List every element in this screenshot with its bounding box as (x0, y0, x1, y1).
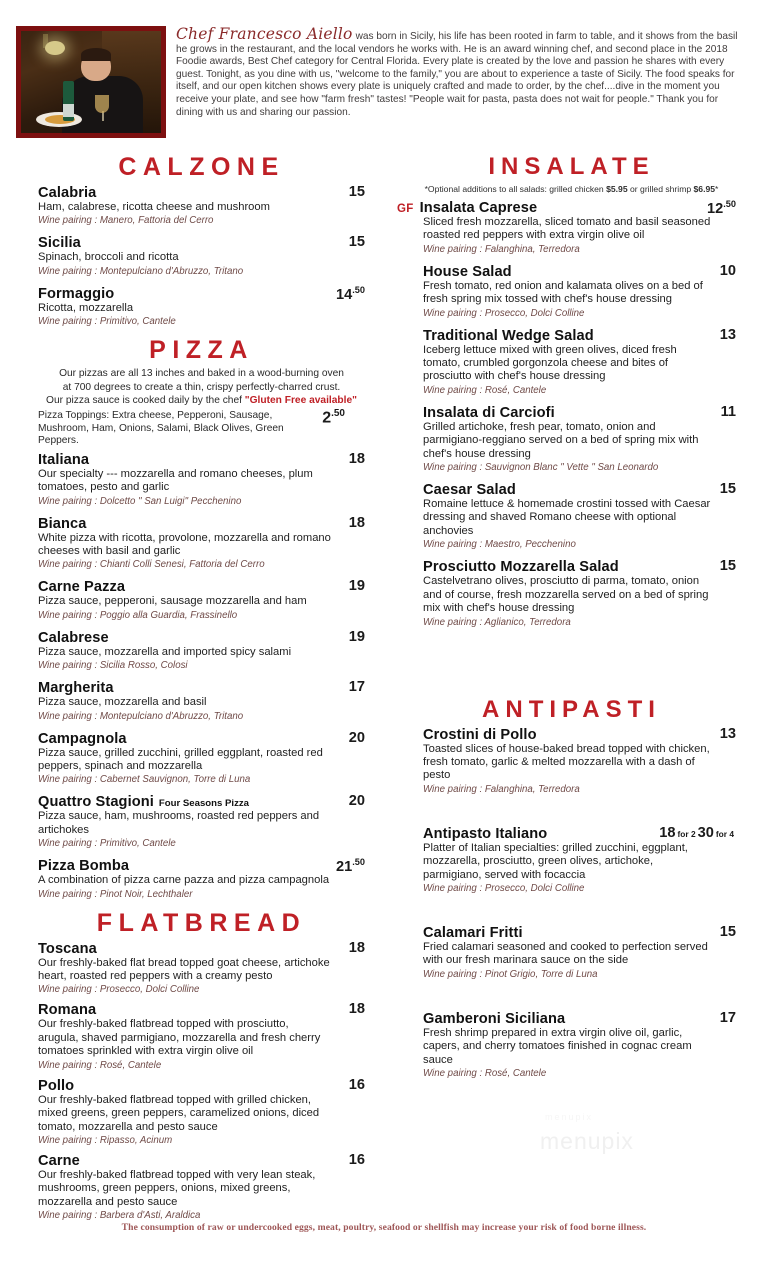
item-wine-pairing: Wine pairing : Chianti Colli Senesi, Fattoria del Cerro (38, 559, 265, 571)
menu-item-calabria (38, 185, 365, 226)
menu-item-traditional-wedge-salad (397, 328, 746, 396)
item-price: 17 (719, 1009, 736, 1026)
item-price: 10 (719, 262, 736, 279)
item-wine-pairing: Wine pairing : Montepulciano d'Abruzzo, Tritano (38, 710, 244, 722)
item-description: Romaine lettuce & homemade crostini tossed with Caesar dressing and shaved Romano cheese with optional anchovies (423, 498, 711, 537)
item-wine-pairing: Wine pairing : Primitivo, Cantele (38, 838, 176, 850)
item-name: Calabrese (38, 629, 109, 646)
item-description: Platter of Italian specialties: grilled zucchini, eggplant, mozzarella, prosciutto, green olives, artichoke, parmigiano, served with focaccia (423, 841, 688, 881)
section-title-insalate: INSALATE (488, 153, 655, 180)
item-description: Sliced fresh mozzarella, sliced tomato and basil seasoned roasted red peppers with extra virgin olive oil (423, 216, 711, 242)
price-qualifier-2: for 2 (677, 828, 696, 839)
menu-item-bianca (38, 516, 365, 571)
price-qualifier-4: for 4 (715, 828, 734, 839)
menu-columns (0, 138, 768, 1228)
item-wine-pairing: Wine pairing : Primitivo, Cantele (38, 316, 176, 328)
pizza-blurb-line3: Our pizza sauce is cooked daily by the chef "Gluten Free available" (46, 395, 357, 407)
menu-item-carne (38, 1153, 365, 1221)
item-spacer (397, 903, 746, 925)
left-column (0, 146, 385, 1228)
item-description: Our specialty --- mozzarella and romano cheeses, plum tomatoes, pesto and garlic (38, 467, 313, 494)
chef-bio-text: was born in Sicily, his life has been rooted in farm to table, and it shows from the basil he grows in the restaurant, and the local vendors he works with. He is an award winning chef, and second place in the 2018 Foodie awards, Best Chef category for Central Florida. Every plate is created by the love and passion he shares with every guest. Tonight, as you dine with us, "welcome to the family," you are about to experience a taste of Sicily. The food speaks for itself, and our open kitchen shows every plate is uniquely crafted and made to order, by the chef....dive in the moment you receive your plate, and see how "farm fresh" tastes! "People wait for pasta, pasta does not wait for people." Thank you for dining with us and sharing our passion. (176, 31, 738, 118)
item-name: Carne Pazza (38, 579, 126, 596)
item-wine-pairing: Wine pairing : Montepulciano d'Abruzzo, Tritano (38, 265, 244, 277)
item-name: Calabria (38, 185, 97, 201)
item-price: 19 (348, 578, 365, 595)
item-description: Fried calamari seasoned and cooked to perfection served with our fresh marinara sauce on the side (423, 940, 708, 967)
item-description: Our freshly-baked flatbread topped with grilled chicken, mixed greens, green peppers, caramelized onions, diced tomato, mozzarella and pesto sauce (38, 1093, 320, 1133)
item-description: Castelvetrano olives, prosciutto di parma, tomato, onion and of course, fresh mozzarella served on a bed of spring mix with chef's house dressing (423, 575, 709, 615)
item-description: Pizza sauce, ham, mushrooms, roasted red peppers and artichokes (38, 810, 320, 836)
item-wine-pairing: Wine pairing : Cabernet Sauvignon, Torre di Luna (38, 774, 251, 786)
pizza-toppings: Pizza Toppings: Extra cheese, Pepperoni, Sausage, Mushroom, Ham, Onions, Salami, Black Olives, Green Peppers. (38, 410, 284, 447)
item-name: Italiana (38, 451, 90, 468)
item-description: Fresh tomato, red onion and kalamata olives on a bed of fresh spring mix tossed with chef's house dressing (423, 279, 703, 306)
item-price: $21^{.50}$ (335, 857, 365, 876)
item-wine-pairing: Wine pairing : Sicilia Rosso, Colosi (38, 660, 188, 672)
menu-item-formaggio (38, 286, 365, 327)
item-description: Pizza sauce, mozzarella and imported spicy salami (38, 645, 292, 658)
menu-item-toscana (38, 941, 365, 996)
item-name: Insalata di Carciofi (423, 404, 555, 421)
item-wine-pairing: Wine pairing : Prosecco, Dolci Colline (423, 307, 585, 319)
photo-wine-glass (95, 95, 109, 113)
photo-chef-hair (81, 48, 111, 61)
item-description: Toasted slices of house-baked bread topped with chicken, fresh tomato, garlic & melted mozzarella with a dash of pesto (423, 742, 710, 782)
menu-item-quattro-stagioni (38, 794, 365, 849)
item-wine-pairing: Wine pairing : Rosé, Cantele (423, 384, 547, 396)
item-name: Bianca (38, 515, 87, 532)
item-name: Margherita (38, 680, 114, 697)
item-price: 13 (719, 725, 736, 742)
menu-item-insalata-di-carciofi (397, 405, 746, 473)
item-price: 18 (348, 1001, 365, 1018)
item-description: Ricotta, mozzarella (38, 301, 134, 314)
item-price: 15 (719, 558, 736, 575)
item-wine-pairing: Wine pairing : Prosecco, Dolci Colline (423, 882, 585, 894)
watermark-top: menupix (545, 1112, 594, 1122)
pizza-blurb-line1: Our pizzas are all 13 inches and baked in a wood-burning oven (59, 368, 344, 380)
chef-header (0, 0, 768, 138)
menu-item-carne-pazza (38, 579, 365, 620)
item-name: House Salad (423, 263, 512, 280)
item-price: 18 (348, 450, 365, 467)
item-name: Romana (38, 1002, 97, 1019)
item-name: Caesar Salad (423, 482, 516, 499)
item-name: Quattro Stagioni (38, 794, 154, 811)
menu-item-italiana (38, 452, 365, 507)
item-price: 20 (348, 729, 365, 746)
item-wine-pairing: Wine pairing : Prosecco, Dolci Colline (38, 984, 200, 996)
menu-item-gamberoni-siciliana (397, 1011, 746, 1079)
item-spacer (397, 804, 746, 826)
item-wine-pairing: Wine pairing : Dolcetto " San Luigi" Pecchenino (38, 495, 242, 507)
item-price: 19 (348, 628, 365, 645)
item-wine-pairing: Wine pairing : Aglianico, Terredora (423, 616, 571, 628)
gluten-free-note: "Gluten Free available" (244, 395, 357, 407)
item-wine-pairing: Wine pairing : Sauvignon Blanc " Vette " San Leonardo (423, 462, 659, 474)
menu-item-crostini-di-pollo (397, 727, 746, 795)
item-wine-pairing: Wine pairing : Maestro, Pecchenino (423, 539, 576, 551)
item-description: Our freshly-baked flat bread topped goat cheese, artichoke heart, roasted red peppers with a creamy pesto (38, 956, 330, 983)
item-name: Formaggio (38, 285, 115, 302)
menu-item-prosciutto-mozzarella-salad (397, 559, 746, 627)
item-wine-pairing: Wine pairing : Pinot Grigio, Torre di Luna (423, 968, 598, 980)
pizza-toppings-price: $2^{.50}$ (322, 408, 345, 427)
item-price: $12^{.50}$ (706, 199, 736, 217)
footer-disclaimer: The consumption of raw or undercooked eggs, meat, poultry, seafood or shellfish may increase your risk of food borne illness. (121, 1222, 647, 1233)
item-description: Iceberg lettuce mixed with green olives, diced fresh tomato, crumbled gorgonzola cheese and bites of prosciutto with chef's house dressing (423, 343, 677, 383)
item-price: 18 (348, 939, 365, 956)
item-name: Antipasto Italiano (423, 825, 548, 842)
item-wine-pairing: Wine pairing : Rosé, Cantele (423, 1067, 547, 1079)
item-name: Carne (38, 1152, 80, 1169)
chef-photo (16, 26, 166, 138)
item-spacer (397, 989, 746, 1011)
section-title-calzone: CALZONE (118, 153, 285, 181)
right-column (385, 146, 768, 1228)
gluten-free-badge: GF (397, 203, 414, 215)
item-name: Calamari Fritti (423, 924, 523, 941)
item-price: 16 (348, 1076, 365, 1093)
item-description: White pizza with ricotta, provolone, mozzarella and romano cheeses with basil and garlic (38, 531, 331, 557)
item-price: 16 (348, 1151, 365, 1168)
item-price: 17 (348, 679, 365, 696)
item-price: 18 (348, 514, 365, 531)
menu-item-house-salad (397, 264, 746, 319)
menu-item-sicilia (38, 235, 365, 276)
item-name: Prosciutto Mozzarella Salad (423, 559, 619, 576)
menu-item-insalata-caprese (397, 200, 746, 255)
menu-item-pizza-bomba (38, 858, 365, 899)
item-description: Ham, calabrese, ricotta cheese and mushroom (38, 201, 270, 213)
item-price: 13 (719, 326, 736, 343)
pizza-toppings-row (38, 410, 365, 448)
pizza-blurb-line2: at 700 degrees to create a thin, crispy perfectly-charred crust. (62, 381, 341, 393)
chef-name: Chef Francesco Aiello (176, 25, 353, 43)
item-name: Gamberoni Siciliana (423, 1010, 566, 1027)
section-title-antipasti: ANTIPASTI (482, 695, 661, 723)
item-description: Pizza sauce, grilled zucchini, grilled eggplant, roasted red peppers, spinach and mozzarella (38, 746, 323, 773)
item-name: Traditional Wedge Salad (423, 327, 594, 344)
item-wine-pairing: Wine pairing : Pinot Noir, Lechthaler (38, 888, 193, 900)
section-spacer (397, 637, 746, 689)
menu-item-calamari-fritti (397, 925, 746, 980)
item-price: 15 (348, 234, 365, 251)
item-description: Our freshly-baked flatbread topped with prosciutto, arugula, shaved parmigiano, mozzarella and fresh cherry tomatoes sprinkled with extra virgin olive oil (38, 1018, 321, 1058)
watermark: menupix (540, 1128, 634, 1154)
item-name: Pizza Bomba (38, 858, 130, 875)
item-wine-pairing: Wine pairing : Poggio alla Guardia, Frassinello (38, 609, 238, 621)
item-description: Spinach, broccoli and ricotta (38, 251, 179, 264)
item-price: 11 (720, 403, 736, 420)
item-name: Campagnola (38, 730, 127, 747)
item-wine-pairing: Wine pairing : Falanghina, Terredora (423, 243, 580, 255)
salad-additions-note: *Optional additions to all salads: grilled chicken $5.95 or grilled shrimp $6.95* (424, 184, 719, 194)
photo-bottle-label (63, 104, 74, 117)
item-price: 15 (348, 184, 365, 200)
item-price: 15 (719, 923, 736, 940)
item-description: Fresh shrimp prepared in extra virgin olive oil, garlic, capers, and cherry tomatoes finished in cognac cream sauce (423, 1026, 692, 1066)
menu-item-antipasto-italiano (397, 826, 746, 894)
item-description: A combination of pizza carne pazza and pizza campagnola (38, 874, 330, 887)
item-price: 20 (348, 793, 365, 810)
item-description: Pizza sauce, mozzarella and basil (38, 696, 207, 709)
item-description: Our freshly-baked flatbread topped with very lean steak, mushrooms, green peppers, onions, mixed greens, mozzarella and pesto sauce (38, 1168, 316, 1208)
item-wine-pairing: Wine pairing : Barbera d'Asti, Araldica (38, 1210, 201, 1222)
section-title-flatbread: FLATBREAD (96, 908, 307, 937)
menu-item-caesar-salad (397, 482, 746, 550)
menu-item-margherita (38, 680, 365, 721)
item-subtitle: Four Seasons Pizza (158, 798, 250, 810)
item-wine-pairing: Wine pairing : Falanghina, Terredora (423, 783, 580, 795)
item-name: Crostini di Pollo (423, 726, 537, 743)
item-name: Sicilia (38, 235, 81, 252)
menu-item-romana (38, 1002, 365, 1070)
item-price: $14^{.50}$ (335, 284, 365, 303)
item-wine-pairing: Wine pairing : Ripasso, Acinum (38, 1134, 173, 1146)
photo-lamp (45, 41, 65, 55)
item-wine-pairing: Wine pairing : Rosé, Cantele (38, 1059, 162, 1071)
item-description: Grilled artichoke, fresh pear, tomato, onion and parmigiano-reggiano served on a bed of spring mix with chef's house dressing (423, 420, 699, 460)
menu-item-campagnola (38, 731, 365, 786)
item-name: Pollo (38, 1077, 75, 1094)
menu-item-pollo (38, 1078, 365, 1146)
item-price: 15 (719, 481, 736, 498)
item-name: Toscana (38, 940, 97, 957)
item-price: 18 for 2 30 for 4 (659, 824, 734, 841)
menu-item-calabrese (38, 630, 365, 671)
item-name: Insalata Caprese (419, 200, 538, 216)
item-description: Pizza sauce, pepperoni, sausage mozzarella and ham (38, 595, 307, 608)
item-wine-pairing: Wine pairing : Manero, Fattoria del Cerro (38, 215, 214, 227)
chef-bio (176, 26, 746, 119)
section-title-pizza: PIZZA (149, 336, 254, 365)
